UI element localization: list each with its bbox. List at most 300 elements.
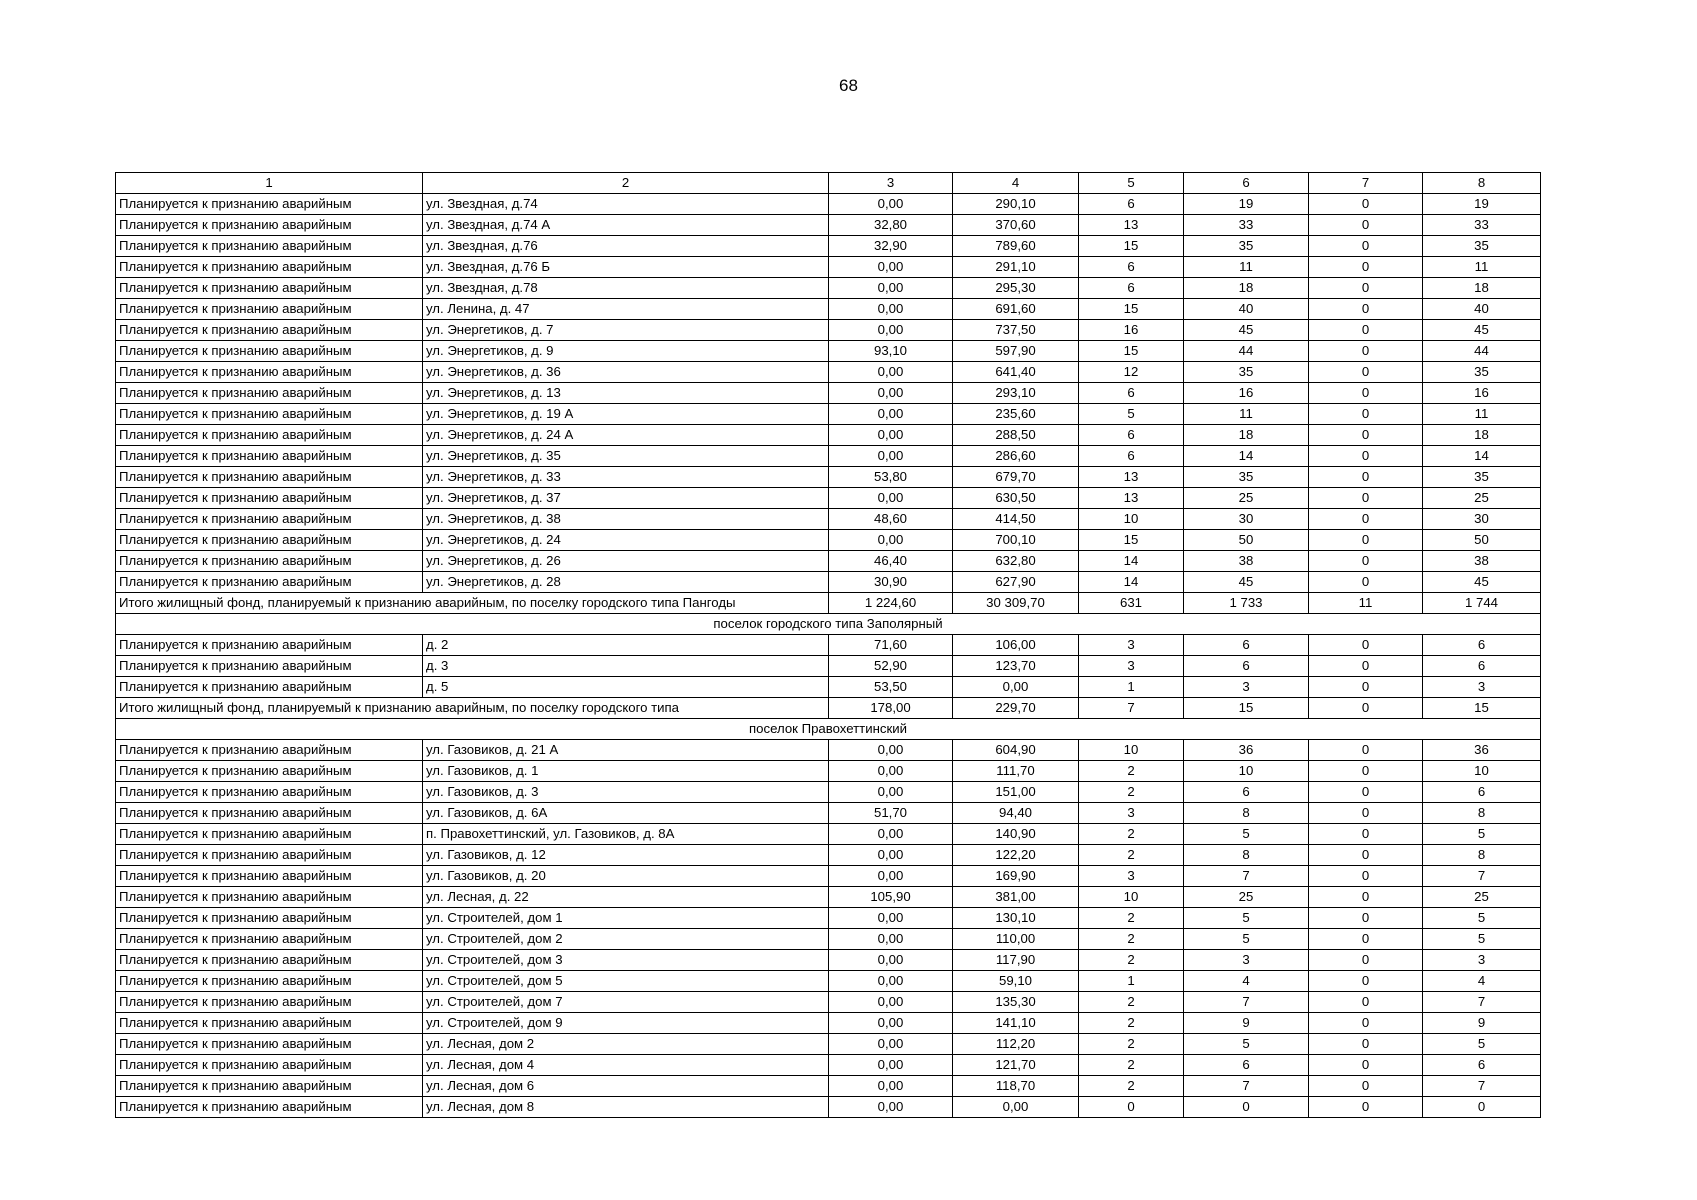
table-cell: 40: [1423, 299, 1541, 320]
table-cell: 53,80: [829, 467, 953, 488]
table-cell: 0: [1309, 362, 1423, 383]
table-cell: ул. Газовиков, д. 21 А: [423, 740, 829, 761]
table-row: [116, 971, 1541, 992]
table-cell: 0: [1309, 383, 1423, 404]
table-row: [116, 383, 1541, 404]
table-cell: 0,00: [953, 1097, 1079, 1118]
table-cell: 45: [1423, 320, 1541, 341]
table-cell: Планируется к признанию аварийным: [116, 425, 423, 446]
table-cell: 0,00: [829, 194, 953, 215]
table-cell: 5: [1184, 908, 1309, 929]
column-header: 8: [1423, 173, 1541, 194]
table-cell: 0: [1309, 992, 1423, 1013]
table-cell: Планируется к признанию аварийным: [116, 866, 423, 887]
table-cell: 9: [1184, 1013, 1309, 1034]
table-cell: 11: [1423, 404, 1541, 425]
total-cell: 30 309,70: [953, 593, 1079, 614]
table-cell: 0: [1309, 551, 1423, 572]
table-row: [116, 635, 1541, 656]
table-cell: Планируется к признанию аварийным: [116, 215, 423, 236]
table-cell: 1: [1079, 971, 1184, 992]
table-cell: 0,00: [829, 782, 953, 803]
table-cell: Планируется к признанию аварийным: [116, 446, 423, 467]
table-cell: 0: [1309, 446, 1423, 467]
table-cell: 0,00: [829, 320, 953, 341]
table-cell: ул. Строителей, дом 2: [423, 929, 829, 950]
table-cell: 6: [1079, 278, 1184, 299]
total-cell: 631: [1079, 593, 1184, 614]
table-cell: 18: [1423, 278, 1541, 299]
total-row: [116, 698, 1541, 719]
table-cell: 6: [1184, 782, 1309, 803]
table-row: [116, 950, 1541, 971]
table-row: [116, 446, 1541, 467]
table-cell: ул. Энергетиков, д. 38: [423, 509, 829, 530]
table-row: [116, 509, 1541, 530]
table-cell: 0,00: [829, 929, 953, 950]
table-cell: 0,00: [829, 950, 953, 971]
section-row: [116, 614, 1541, 635]
table-cell: 0,00: [829, 488, 953, 509]
table-cell: 9: [1423, 1013, 1541, 1034]
table-cell: 2: [1079, 1076, 1184, 1097]
table-cell: 16: [1423, 383, 1541, 404]
table-cell: 135,30: [953, 992, 1079, 1013]
table-cell: 35: [1184, 362, 1309, 383]
table-row: [116, 677, 1541, 698]
table-cell: 293,10: [953, 383, 1079, 404]
table-cell: 0,00: [829, 971, 953, 992]
table-cell: 0,00: [829, 278, 953, 299]
table-cell: 0: [1309, 950, 1423, 971]
table-cell: 7: [1423, 866, 1541, 887]
table-cell: 0: [1079, 1097, 1184, 1118]
table-cell: 0,00: [829, 1097, 953, 1118]
table-cell: 19: [1423, 194, 1541, 215]
table-cell: ул. Энергетиков, д. 28: [423, 572, 829, 593]
table-row: [116, 824, 1541, 845]
table-cell: 288,50: [953, 425, 1079, 446]
table-row: [116, 551, 1541, 572]
table-row: [116, 992, 1541, 1013]
table-cell: Планируется к признанию аварийным: [116, 971, 423, 992]
table-cell: 6: [1423, 782, 1541, 803]
table-cell: Планируется к признанию аварийным: [116, 992, 423, 1013]
table-cell: 8: [1184, 803, 1309, 824]
table-cell: 38: [1184, 551, 1309, 572]
table-row: [116, 1076, 1541, 1097]
table-cell: 25: [1423, 488, 1541, 509]
table-cell: 14: [1079, 572, 1184, 593]
table-cell: 0,00: [829, 740, 953, 761]
table-cell: ул. Газовиков, д. 12: [423, 845, 829, 866]
total-cell: 0: [1309, 698, 1423, 719]
table-cell: 35: [1423, 362, 1541, 383]
table-cell: 3: [1423, 950, 1541, 971]
table-cell: 0,00: [829, 299, 953, 320]
total-cell: 11: [1309, 593, 1423, 614]
table-body: [116, 173, 1541, 1118]
table-cell: 0: [1309, 656, 1423, 677]
table-cell: ул. Энергетиков, д. 13: [423, 383, 829, 404]
table-cell: 7: [1184, 1076, 1309, 1097]
table-cell: 0: [1309, 803, 1423, 824]
table-cell: ул. Лесная, дом 6: [423, 1076, 829, 1097]
table-cell: 8: [1423, 845, 1541, 866]
table-cell: Планируется к признанию аварийным: [116, 1034, 423, 1055]
table-cell: 48,60: [829, 509, 953, 530]
table-cell: 0: [1309, 1097, 1423, 1118]
table-cell: ул. Энергетиков, д. 36: [423, 362, 829, 383]
table-cell: ул. Энергетиков, д. 9: [423, 341, 829, 362]
table-cell: 30: [1423, 509, 1541, 530]
table-cell: 0: [1309, 215, 1423, 236]
table-cell: 5: [1423, 908, 1541, 929]
table-cell: ул. Лесная, д. 22: [423, 887, 829, 908]
table-cell: 2: [1079, 1013, 1184, 1034]
table-cell: Планируется к признанию аварийным: [116, 740, 423, 761]
table-cell: 7: [1184, 992, 1309, 1013]
total-label: Итого жилищный фонд, планируемый к признанию аварийным, по поселку городского типа: [116, 698, 829, 719]
table-cell: ул. Строителей, дом 1: [423, 908, 829, 929]
table-cell: 5: [1184, 824, 1309, 845]
table-cell: 2: [1079, 1055, 1184, 1076]
table-row: [116, 530, 1541, 551]
table-cell: 11: [1184, 257, 1309, 278]
table-cell: 50: [1423, 530, 1541, 551]
table-cell: Планируется к признанию аварийным: [116, 761, 423, 782]
table-cell: 51,70: [829, 803, 953, 824]
table-cell: 5: [1423, 824, 1541, 845]
column-header: 5: [1079, 173, 1184, 194]
table-cell: 35: [1423, 467, 1541, 488]
table-cell: 13: [1079, 467, 1184, 488]
table-cell: д. 3: [423, 656, 829, 677]
table-cell: 0: [1309, 278, 1423, 299]
table-cell: 45: [1184, 572, 1309, 593]
table-cell: 15: [1079, 299, 1184, 320]
table-cell: 0,00: [829, 866, 953, 887]
table-cell: 0: [1309, 887, 1423, 908]
table-row: [116, 299, 1541, 320]
table-cell: 0: [1309, 1034, 1423, 1055]
column-header: 1: [116, 173, 423, 194]
table-cell: 3: [1079, 803, 1184, 824]
table-cell: ул. Энергетиков, д. 37: [423, 488, 829, 509]
table-cell: 6: [1423, 635, 1541, 656]
table-cell: Планируется к признанию аварийным: [116, 530, 423, 551]
table-cell: ул. Ленина, д. 47: [423, 299, 829, 320]
table-cell: 5: [1184, 929, 1309, 950]
table-cell: 8: [1423, 803, 1541, 824]
table-cell: 45: [1184, 320, 1309, 341]
table-cell: 0: [1309, 509, 1423, 530]
table-cell: 0,00: [829, 1034, 953, 1055]
table-row: [116, 488, 1541, 509]
table-cell: Планируется к признанию аварийным: [116, 257, 423, 278]
table-cell: 169,90: [953, 866, 1079, 887]
table-cell: 0,00: [829, 824, 953, 845]
table-cell: 14: [1423, 446, 1541, 467]
table-cell: Планируется к признанию аварийным: [116, 299, 423, 320]
table-row: [116, 1034, 1541, 1055]
total-cell: 1 733: [1184, 593, 1309, 614]
table-cell: 235,60: [953, 404, 1079, 425]
table-cell: 33: [1423, 215, 1541, 236]
table-cell: 0,00: [829, 404, 953, 425]
table-cell: Планируется к признанию аварийным: [116, 1076, 423, 1097]
table-cell: 45: [1423, 572, 1541, 593]
table-cell: 6: [1079, 194, 1184, 215]
table-cell: 5: [1423, 1034, 1541, 1055]
total-row: [116, 593, 1541, 614]
table-row: [116, 341, 1541, 362]
table-cell: 0: [1309, 194, 1423, 215]
table-cell: 0: [1309, 635, 1423, 656]
table-row: [116, 1055, 1541, 1076]
table-cell: 25: [1184, 488, 1309, 509]
table-cell: 0: [1309, 530, 1423, 551]
table-cell: 130,10: [953, 908, 1079, 929]
table-cell: 0: [1309, 467, 1423, 488]
table-cell: ул. Звездная, д.78: [423, 278, 829, 299]
table-cell: Планируется к признанию аварийным: [116, 908, 423, 929]
table-cell: 122,20: [953, 845, 1079, 866]
table-cell: Планируется к признанию аварийным: [116, 824, 423, 845]
table-cell: 627,90: [953, 572, 1079, 593]
table-cell: 106,00: [953, 635, 1079, 656]
table-cell: 6: [1079, 383, 1184, 404]
table-cell: 18: [1184, 425, 1309, 446]
table-cell: 16: [1079, 320, 1184, 341]
table-cell: д. 5: [423, 677, 829, 698]
table-cell: 32,90: [829, 236, 953, 257]
table-cell: Планируется к признанию аварийным: [116, 656, 423, 677]
table-cell: 0,00: [829, 1013, 953, 1034]
table-cell: 630,50: [953, 488, 1079, 509]
table-cell: 36: [1184, 740, 1309, 761]
table-cell: ул. Энергетиков, д. 19 А: [423, 404, 829, 425]
table-cell: 6: [1184, 1055, 1309, 1076]
table-cell: 597,90: [953, 341, 1079, 362]
table-cell: 11: [1423, 257, 1541, 278]
table-cell: 290,10: [953, 194, 1079, 215]
housing-table: [115, 172, 1541, 1118]
table-cell: ул. Звездная, д.76 Б: [423, 257, 829, 278]
table-cell: ул. Газовиков, д. 3: [423, 782, 829, 803]
table-cell: 5: [1079, 404, 1184, 425]
table-cell: 0,00: [829, 446, 953, 467]
table-cell: Планируется к признанию аварийным: [116, 320, 423, 341]
table-cell: 0: [1309, 299, 1423, 320]
table-cell: 0: [1309, 236, 1423, 257]
column-header: 2: [423, 173, 829, 194]
table-cell: 0: [1309, 740, 1423, 761]
table-cell: ул. Энергетиков, д. 24: [423, 530, 829, 551]
table-cell: ул. Лесная, дом 2: [423, 1034, 829, 1055]
table-cell: 737,50: [953, 320, 1079, 341]
table-cell: 6: [1079, 425, 1184, 446]
table-cell: Планируется к признанию аварийным: [116, 383, 423, 404]
table-row: [116, 866, 1541, 887]
table-cell: ул. Строителей, дом 5: [423, 971, 829, 992]
table-cell: 35: [1184, 236, 1309, 257]
table-cell: 118,70: [953, 1076, 1079, 1097]
table-cell: 46,40: [829, 551, 953, 572]
table-cell: 0,00: [829, 1076, 953, 1097]
table-cell: 0,00: [829, 425, 953, 446]
table-cell: Планируется к признанию аварийным: [116, 1013, 423, 1034]
table-cell: 0: [1309, 677, 1423, 698]
table-cell: 18: [1184, 278, 1309, 299]
table-cell: ул. Энергетиков, д. 24 А: [423, 425, 829, 446]
table-row: [116, 887, 1541, 908]
table-cell: 691,60: [953, 299, 1079, 320]
table-cell: 0: [1309, 320, 1423, 341]
table-cell: 0,00: [953, 677, 1079, 698]
total-cell: 15: [1423, 698, 1541, 719]
table-row: [116, 656, 1541, 677]
table-cell: 0: [1309, 908, 1423, 929]
table-row: [116, 404, 1541, 425]
table-cell: 16: [1184, 383, 1309, 404]
table-cell: 112,20: [953, 1034, 1079, 1055]
table-row: [116, 1097, 1541, 1118]
table-cell: 94,40: [953, 803, 1079, 824]
table-cell: 6: [1079, 257, 1184, 278]
table-row: [116, 362, 1541, 383]
table-cell: 2: [1079, 782, 1184, 803]
table-cell: 7: [1184, 866, 1309, 887]
table-cell: 0,00: [829, 908, 953, 929]
table-cell: 0,00: [829, 257, 953, 278]
table-cell: 14: [1184, 446, 1309, 467]
table-cell: 30,90: [829, 572, 953, 593]
table-cell: 6: [1184, 656, 1309, 677]
table-cell: 2: [1079, 761, 1184, 782]
table-cell: Планируется к признанию аварийным: [116, 845, 423, 866]
table-cell: 15: [1079, 530, 1184, 551]
table-cell: 10: [1079, 740, 1184, 761]
table-row: [116, 215, 1541, 236]
table-cell: 25: [1184, 887, 1309, 908]
table-row: [116, 782, 1541, 803]
table-cell: 10: [1079, 887, 1184, 908]
table-cell: 18: [1423, 425, 1541, 446]
table-cell: 32,80: [829, 215, 953, 236]
table-cell: 789,60: [953, 236, 1079, 257]
table-cell: 10: [1079, 509, 1184, 530]
table-cell: ул. Звездная, д.74 А: [423, 215, 829, 236]
table-cell: Планируется к признанию аварийным: [116, 929, 423, 950]
table-row: [116, 908, 1541, 929]
table-cell: 286,60: [953, 446, 1079, 467]
table-row: [116, 467, 1541, 488]
table-cell: Планируется к признанию аварийным: [116, 1055, 423, 1076]
table-cell: ул. Лесная, дом 4: [423, 1055, 829, 1076]
table-cell: ул. Газовиков, д. 1: [423, 761, 829, 782]
table-row: [116, 320, 1541, 341]
table-cell: ул. Энергетиков, д. 33: [423, 467, 829, 488]
table-cell: 414,50: [953, 509, 1079, 530]
table-cell: 2: [1079, 992, 1184, 1013]
table-cell: Планируется к признанию аварийным: [116, 341, 423, 362]
table-cell: 93,10: [829, 341, 953, 362]
section-title: поселок Правохеттинский: [116, 719, 1541, 740]
table-cell: ул. Строителей, дом 7: [423, 992, 829, 1013]
table-cell: 44: [1423, 341, 1541, 362]
table-cell: Планируется к признанию аварийным: [116, 488, 423, 509]
table-cell: Планируется к признанию аварийным: [116, 509, 423, 530]
table-cell: 6: [1423, 1055, 1541, 1076]
table-cell: 370,60: [953, 215, 1079, 236]
table-cell: 105,90: [829, 887, 953, 908]
table-cell: 0,00: [829, 1055, 953, 1076]
table-cell: 641,40: [953, 362, 1079, 383]
table-cell: 2: [1079, 908, 1184, 929]
table-cell: 295,30: [953, 278, 1079, 299]
table-cell: 52,90: [829, 656, 953, 677]
table-cell: 0,00: [829, 383, 953, 404]
table-row: [116, 1013, 1541, 1034]
table-cell: ул. Строителей, дом 9: [423, 1013, 829, 1034]
table-cell: 141,10: [953, 1013, 1079, 1034]
table-cell: 123,70: [953, 656, 1079, 677]
page-number: 68: [839, 76, 858, 95]
table-cell: 111,70: [953, 761, 1079, 782]
column-header: 4: [953, 173, 1079, 194]
table-cell: Планируется к признанию аварийным: [116, 236, 423, 257]
table-cell: 3: [1079, 866, 1184, 887]
table-cell: 0: [1309, 971, 1423, 992]
table-cell: 2: [1079, 950, 1184, 971]
table-cell: Планируется к признанию аварийным: [116, 362, 423, 383]
table-cell: 13: [1079, 215, 1184, 236]
total-label: Итого жилищный фонд, планируемый к признанию аварийным, по поселку городского типа Пангоды: [116, 593, 829, 614]
table-cell: 10: [1184, 761, 1309, 782]
table-cell: п. Правохеттинский, ул. Газовиков, д. 8А: [423, 824, 829, 845]
table-cell: 14: [1079, 551, 1184, 572]
table-cell: 38: [1423, 551, 1541, 572]
table-cell: 0,00: [829, 845, 953, 866]
table-cell: ул. Газовиков, д. 20: [423, 866, 829, 887]
table-cell: 19: [1184, 194, 1309, 215]
table-cell: 6: [1079, 446, 1184, 467]
table-cell: 71,60: [829, 635, 953, 656]
table-cell: 2: [1079, 929, 1184, 950]
table-cell: 381,00: [953, 887, 1079, 908]
table-cell: 12: [1079, 362, 1184, 383]
table-cell: 7: [1423, 992, 1541, 1013]
table-cell: 0: [1309, 572, 1423, 593]
table-cell: 0: [1309, 929, 1423, 950]
table-cell: 59,10: [953, 971, 1079, 992]
table-cell: 604,90: [953, 740, 1079, 761]
table-cell: 0: [1309, 845, 1423, 866]
table-cell: ул. Энергетиков, д. 35: [423, 446, 829, 467]
table-cell: 110,00: [953, 929, 1079, 950]
table-row: [116, 194, 1541, 215]
table-cell: 25: [1423, 887, 1541, 908]
table-cell: Планируется к признанию аварийным: [116, 677, 423, 698]
table-cell: 35: [1423, 236, 1541, 257]
table-cell: 121,70: [953, 1055, 1079, 1076]
table-cell: 11: [1184, 404, 1309, 425]
table-cell: 0,00: [829, 530, 953, 551]
table-cell: 2: [1079, 1034, 1184, 1055]
table-cell: 0: [1309, 1055, 1423, 1076]
table-cell: 140,90: [953, 824, 1079, 845]
